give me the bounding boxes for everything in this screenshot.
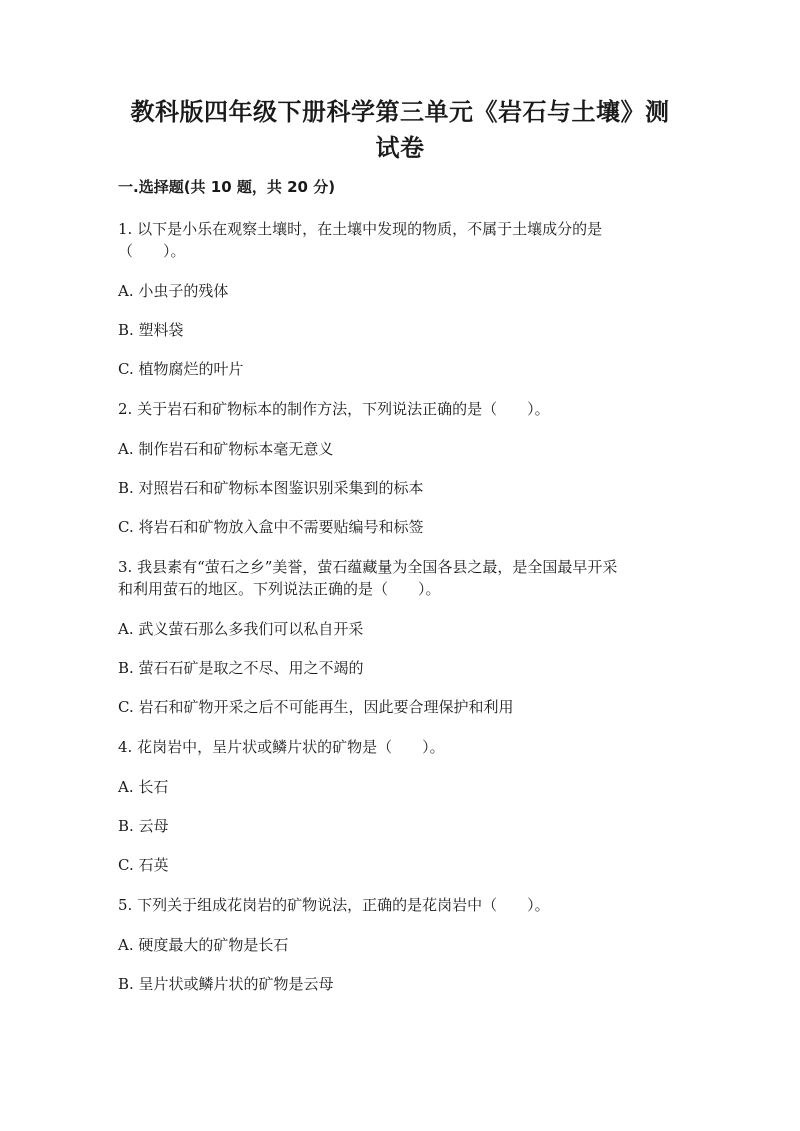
question-2-option-b: B. 对照岩石和矿物标本图鉴识别采集到的标本 bbox=[118, 479, 424, 497]
question-3-option-a: A. 武义萤石那么多我们可以私自开采 bbox=[118, 620, 364, 638]
question-3-stem-cont: 和利用萤石的地区。下列说法正确的是（ ）。 bbox=[118, 580, 441, 598]
question-2-option-c: C. 将岩石和矿物放入盒中不需要贴编号和标签 bbox=[118, 518, 424, 536]
question-4-option-b: B. 云母 bbox=[118, 817, 169, 835]
question-4-option-c: C. 石英 bbox=[118, 856, 169, 874]
question-2-option-a: A. 制作岩石和矿物标本毫无意义 bbox=[118, 440, 334, 458]
question-4-stem: 4. 花岗岩中，呈片状或鳞片状的矿物是（ ）。 bbox=[118, 738, 445, 756]
question-1-option-b: B. 塑料袋 bbox=[118, 321, 184, 339]
question-1-stem-cont: （ ）。 bbox=[118, 242, 186, 260]
question-3-option-b: B. 萤石石矿是取之不尽、用之不竭的 bbox=[118, 659, 364, 677]
question-5-option-a: A. 硬度最大的矿物是长石 bbox=[118, 936, 289, 954]
question-5-option-b: B. 呈片状或鳞片状的矿物是云母 bbox=[118, 975, 334, 993]
question-3-stem: 3. 我县素有“萤石之乡”美誉，萤石蕴藏量为全国各县之最，是全国最早开采 bbox=[118, 558, 618, 576]
title-line-1: 教科版四年级下册科学第三单元《岩石与土壤》测 bbox=[130, 98, 670, 126]
question-5-stem: 5. 下列关于组成花岗岩的矿物说法，正确的是花岗岩中（ ）。 bbox=[118, 896, 550, 914]
section-heading: 一.选择题(共 10 题，共 20 分) bbox=[118, 178, 336, 196]
question-1-option-a: A. 小虫子的残体 bbox=[118, 282, 229, 300]
question-2-stem: 2. 关于岩石和矿物标本的制作方法，下列说法正确的是（ ）。 bbox=[118, 400, 550, 418]
title-line-2: 试卷 bbox=[375, 134, 425, 162]
question-4-option-a: A. 长石 bbox=[118, 778, 169, 796]
question-1-option-c: C. 植物腐烂的叶片 bbox=[118, 360, 244, 378]
question-3-option-c: C. 岩石和矿物开采之后不可能再生，因此要合理保护和利用 bbox=[118, 698, 514, 716]
page-title bbox=[120, 94, 680, 166]
question-1-stem: 1. 以下是小乐在观察土壤时，在土壤中发现的物质，不属于土壤成分的是 bbox=[118, 220, 603, 238]
